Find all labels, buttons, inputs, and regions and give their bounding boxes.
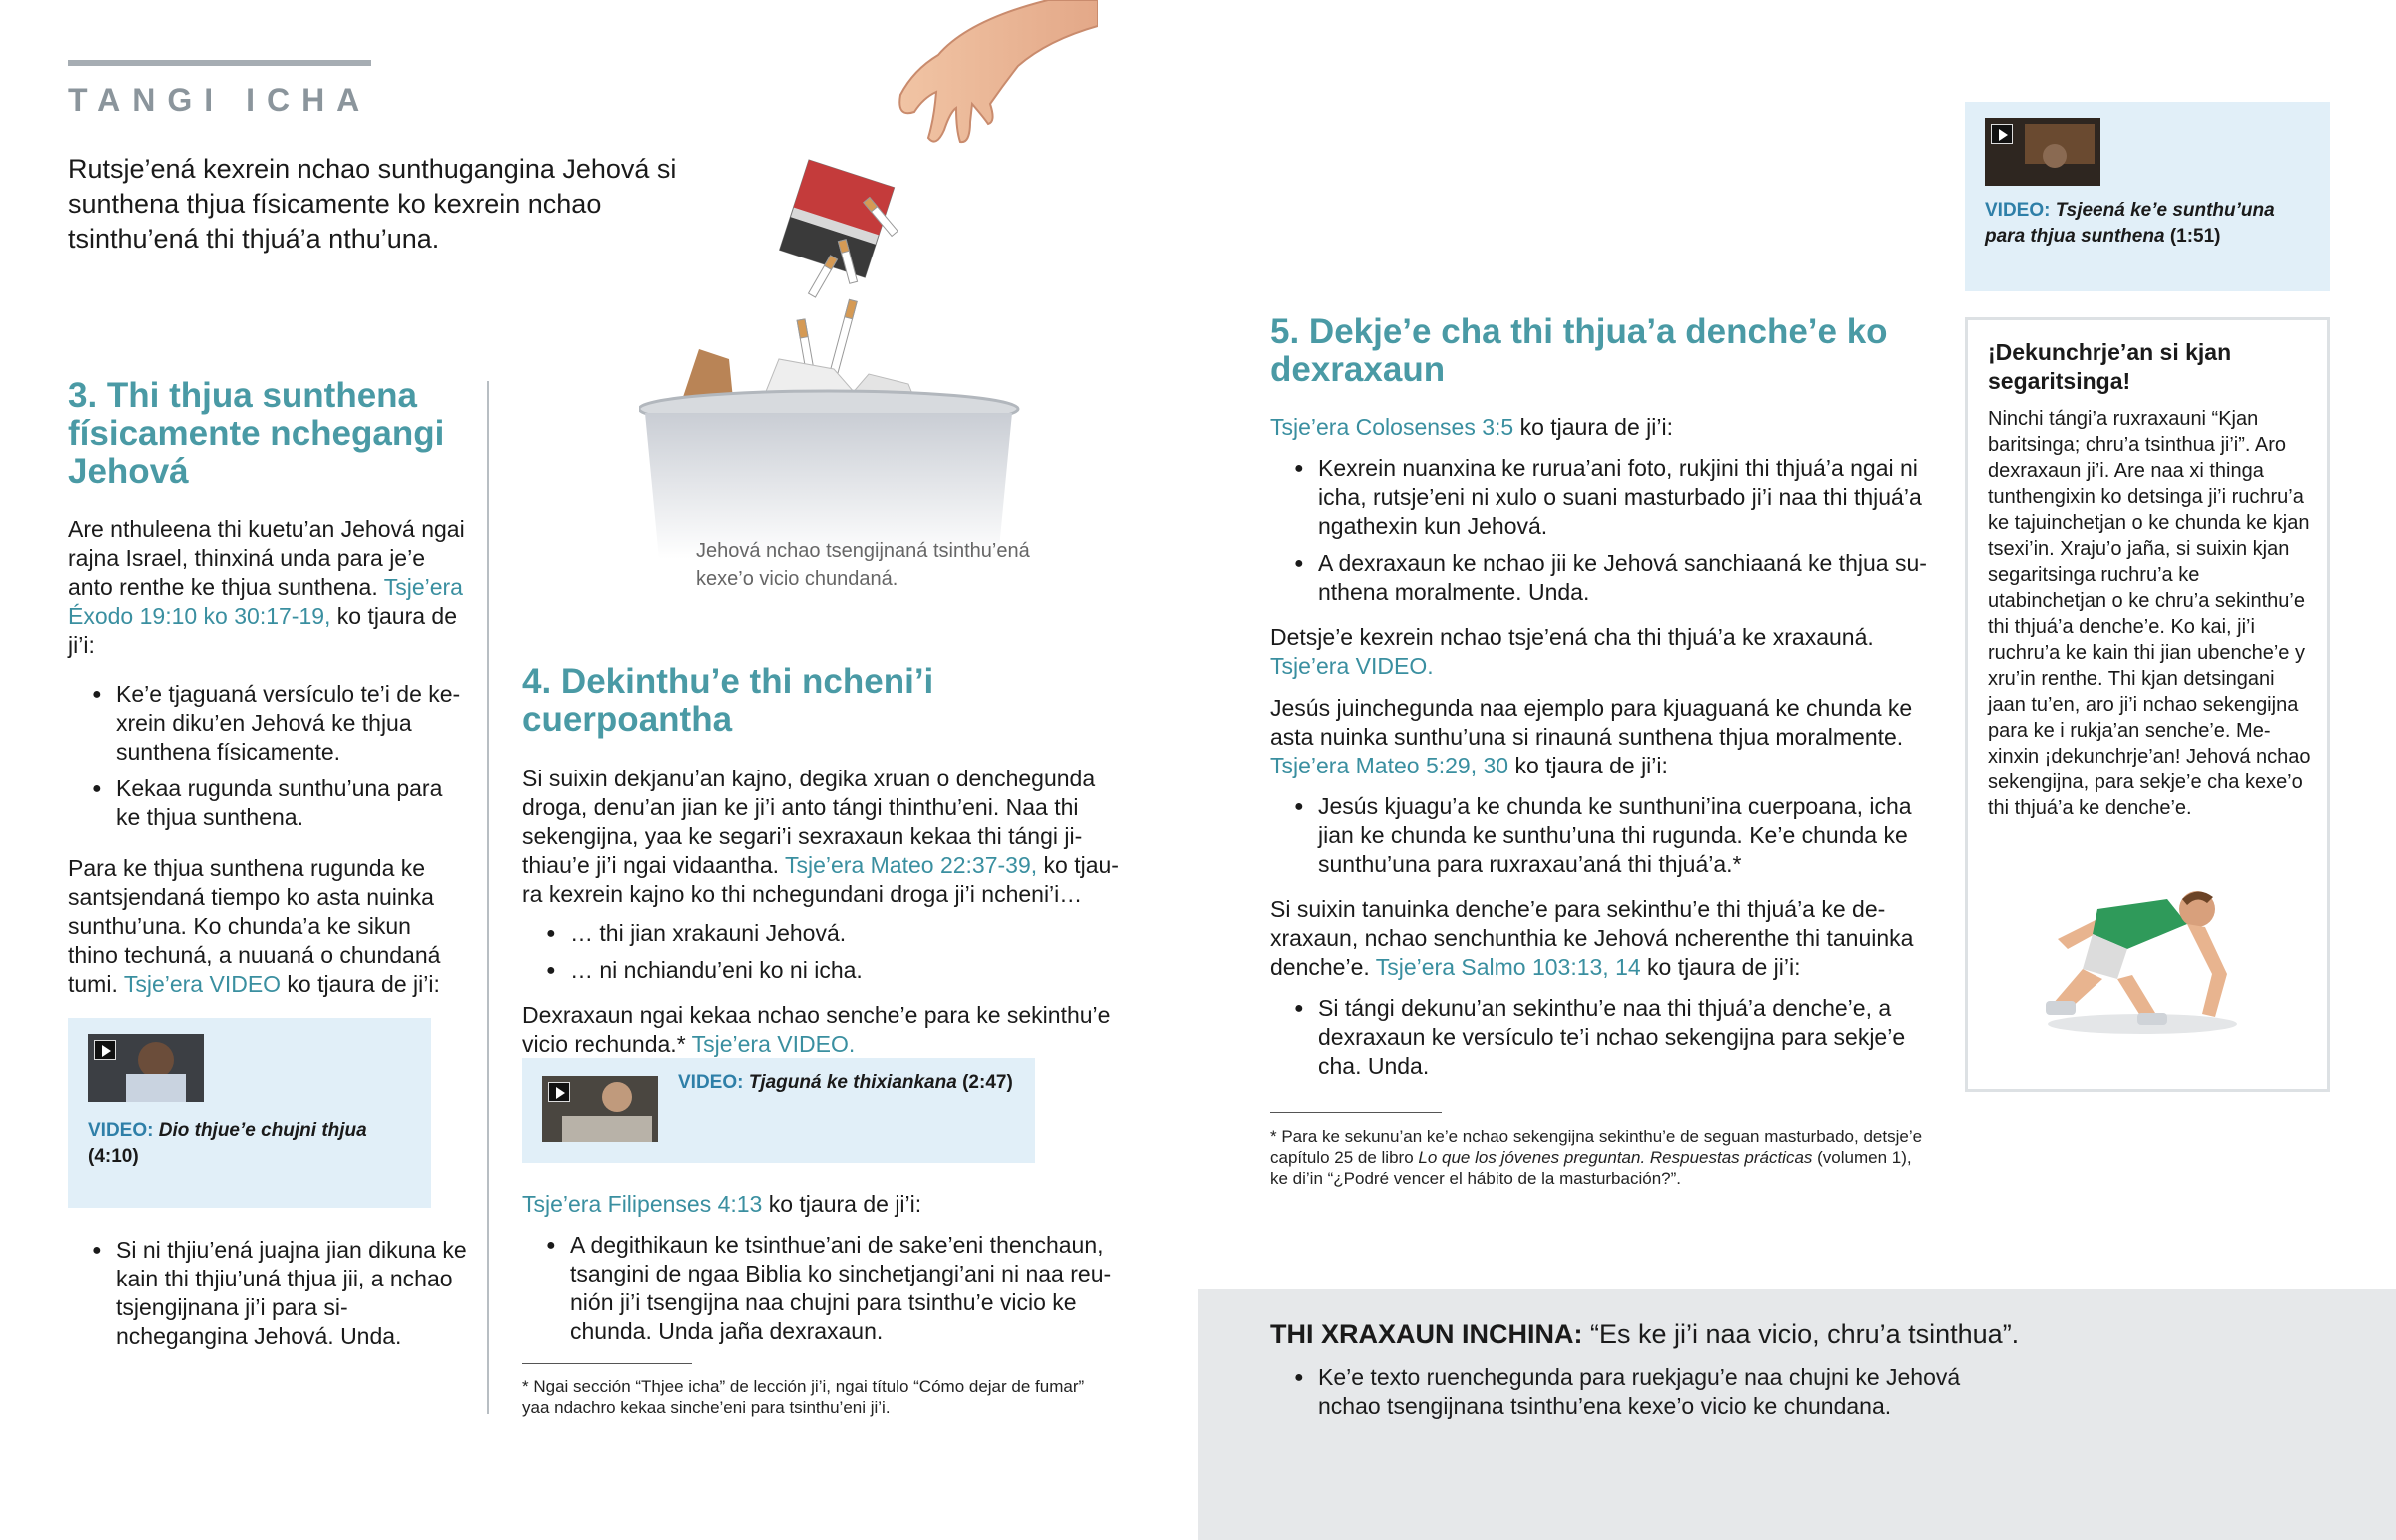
video-label: VIDEO: Tjaguná ke thixiankana (2:47)	[678, 1072, 1013, 1093]
section-5-paragraph-1: Tsje’era Colosenses 3:5 ko tjaura de ji’i:	[1270, 414, 1673, 440]
video-link[interactable]: Tsje’era VIDEO.	[691, 1031, 856, 1057]
list-item: ● … ni nchiandu’eni ko ni icha.	[522, 956, 1121, 985]
video-thumbnail[interactable]	[88, 1034, 204, 1102]
footnote-rule	[1270, 1112, 1442, 1113]
person-figure	[602, 1082, 632, 1112]
video-box-tjaguna[interactable]	[522, 1058, 1035, 1163]
table-shape	[562, 1116, 652, 1142]
summary-heading: THI XRAXAUN INCHINA: “Es ke ji’i naa vicio, chru’a tsinthua”.	[1270, 1319, 2020, 1349]
section-3-paragraph-1: Are nthuleena thi kuetu’an Jehová ngai rajna Israel, thinxiná unda para je’e anto renthe ke thjua sunthena. Tsje’era Éxodo 19:10 ko 30:17-19, ko tjaura de ji’i:	[68, 516, 465, 658]
section-5-questions	[1270, 454, 1929, 607]
list-item: ● Ke’e tjaguaná versículo te’i de kexrein diku’en Jehová ke thjua sunthena físicamente.	[68, 680, 467, 767]
list-item: ● Kekaa rugunda sunthu’una para ke thjua sunthena.	[68, 774, 467, 832]
video-label: VIDEO: Dio thjue’e chujni thjua (4:10)	[88, 1120, 367, 1167]
section-5-paragraph-4: Si suixin tanuinka denche’e para sekinthu’e thi thjuá’a ke dexraxaun, nchao senchunthia ke Jehová ncherenthe thi tanuinka denche’e. Tsje’era Salmo 103:13, 14 ko tjaura de ji’i:	[1270, 896, 1914, 980]
video-label: VIDEO: Tsjeená ke’e sunthu’una para thjua sunthena (1:51)	[1985, 200, 2275, 247]
shirt-shape	[126, 1074, 186, 1102]
section-5	[1270, 313, 1929, 1089]
video-link[interactable]: Tsje’era VIDEO	[123, 971, 282, 997]
section-4-paragraph-2: Dexraxaun ngai kekaa nchao senche’e para ke sekinthu’e vicio rechunda.* Tsje’era VIDEO.	[522, 1002, 1111, 1057]
scripture-link-colosenses[interactable]: Tsje’era Colosenses 3:5	[1270, 414, 1514, 440]
encouragement-sidebar	[1965, 317, 2330, 1092]
scripture-link-filipenses[interactable]: Tsje’era Filipenses 4:13	[522, 1191, 763, 1217]
cigarettes-trash-illustration	[639, 0, 1098, 559]
section-3-questions-2	[68, 1236, 467, 1359]
section-4-questions	[522, 919, 1121, 985]
video-box-dio-thjuee[interactable]	[68, 1018, 431, 1208]
column-divider	[487, 381, 489, 1414]
play-icon[interactable]	[1991, 124, 2013, 144]
section-3	[68, 377, 467, 999]
section-5-paragraph-2: Detsje’e kexrein nchao tsje’ená cha thi thjuá’a ke xraxauná. Tsje’era VIDEO.	[1270, 624, 1874, 679]
section-5-footnote: * Para ke sekunu’an ke’e nchao sekengijna sekinthu’e de seguan masturbado, detsje’e capítulo 25 de libro Lo que los jóvenes preguntan. Respuestas prácticas (volumen 1), ke di’in “¿Podré vencer el hábito de la masturbación?”.	[1270, 1127, 1923, 1188]
section-3-paragraph-2: Para ke thjua sunthena rugunda ke santsjendaná tiempo ko asta nuinka sunthu’una. Ko chunda’a ke sikun thino techuná, a nuuaná o chundaná tumi. Tsje’era VIDEO ko tjaura de ji’i:	[68, 855, 441, 997]
image-caption: Jehová nchao tsengijnaná tsinthu’ená kexe’o vicio chundaná.	[696, 540, 1030, 590]
intro-text: Rutsje’ená kexrein nchao sunthugangina Jehová si sunthena thjua físicamente ko kexrein nchao tsinthu’ená thi thjuá’a nthu’una.	[68, 154, 677, 254]
list-item: ● Ke’e texto ruenchegunda para ruekjagu’e naa chujni ke Jehová nchao tsengijnana tsinthu’ena kexe’o vicio ke chundana.	[1270, 1363, 1989, 1421]
sidebar-body: Ninchi tángi’a ruxraxauni “Kjan baritsinga; chru’a tsinthua ji’i”. Aro dexraxaun ji’i. Are naa xi thinga tunthengixin ko detsinga ji’i ruchru’a ke tajuinchetjan o ke chunda ke kjan tsexi’in. Xraju’o jaña, si suixin kjan segaritsinga ruchru’a ke utabinchetjan o ke chru’a sekinthu’e thi thjuá’a denche’e. Ko kai, ji’i ruchru’a ke kain thi jian ubenche’e y xru’in renthe. Thi kjan detsingani jaan tu’en, aro ji’i nchao sekengijna para ke i rukja’an senche’e. Mexinxin ¡dekunchrje’an! Jehová nchao sekengijna, para sekje’e cha kexe’o thi thjuá’a ke denche’e.	[1988, 408, 2311, 819]
summary-box	[1198, 1289, 2396, 1540]
list-item: ● A dexraxaun ke nchao jii ke Jehová sanchiaaná ke thjua sunthena moralmente. Unda.	[1270, 549, 1929, 607]
runner-getting-up-illustration	[2038, 879, 2247, 1039]
scripture-link-salmo[interactable]: Tsje’era Salmo 103:13, 14	[1375, 954, 1641, 980]
section-4-questions-2	[522, 1231, 1121, 1346]
scripture-link-mateo[interactable]: Tsje’era Mateo 22:37-39,	[784, 852, 1038, 878]
kicker-rule	[68, 60, 371, 66]
list-item: ● Si tángi dekunu’an sekinthu’e naa thi thjuá’a denche’e, a dexraxaun ke versículo te’i nchao sekengijna para sekje’e cha. Unda.	[1270, 994, 1929, 1081]
play-icon[interactable]	[548, 1082, 570, 1102]
play-icon[interactable]	[94, 1040, 116, 1060]
list-item: ● A degithikaun ke tsinthue’ani de sake’eni thenchaun, tsangini de ngaa Biblia ko sinchetjangi’ani ni naa reunión ji’i tsengijna naa chujni para tsinthu’e vicio ke chunda. Unda jaña dexraxaun.	[522, 1231, 1121, 1346]
section-5-heading: 5. Dekje’e cha thi thjua’a denche’e ko dexraxaun	[1270, 312, 1888, 389]
section-4-heading: 4. Dekinthu’e thi ncheni’i cuerpoantha	[522, 662, 934, 739]
summary-points	[1270, 1363, 1989, 1429]
section-3-heading: 3. Thi thjua sunthena físicamente nchegangi Jehová	[68, 376, 445, 491]
section-4-footnote: * Ngai sección “Thjee icha” de lección ji’i, ngai título “Cómo dejar de fumar” yaa ndachro kekaa sinche’eni para tsinthu’eni ji’i.	[522, 1377, 1085, 1417]
section-3-questions	[68, 680, 467, 832]
section-5-questions-2	[1270, 792, 1929, 879]
scripture-link-mateo-5[interactable]: Tsje’era Mateo 5:29, 30	[1270, 753, 1509, 778]
scripture-link-exodo[interactable]: Tsje’era Éxodo 19:10 ko 30:17-19,	[68, 574, 463, 629]
list-item: ● Jesús kjuagu’a ke chunda ke sunthuni’ina cuerpoana, icha jian ke chunda ke sunthu’una thi rugunda. Ke’e chunda ke sunthu’una para ruxraxau’aná thi thjuá’a.*	[1270, 792, 1929, 879]
footnote-rule	[522, 1363, 692, 1364]
section-5-paragraph-3: Jesús juinchegunda naa ejemplo para kjuaguaná ke chunda ke asta nuinka sunthu’una si rinauná sunthena thjua moralmente. Tsje’era Mateo 5:29, 30 ko tjaura de ji’i:	[1270, 695, 1913, 778]
list-item: ● Kexrein nuanxina ke rurua’ani foto, rukjini thi thjuá’a ngai ni icha, rutsje’eni ni xulo o suani masturbado ji’i naa thi thjuá’a ngathexin kun Jehová.	[1270, 454, 1929, 541]
section-kicker: TANGI ICHA	[68, 82, 372, 118]
section-5-questions-3	[1270, 994, 1929, 1081]
section-4	[522, 663, 1121, 1059]
video-box-tsjeena[interactable]	[1965, 102, 2330, 291]
person-figure	[138, 1042, 174, 1078]
list-item: ● … thi jian xrakauni Jehová.	[522, 919, 1121, 948]
section-4-part-2	[522, 1190, 1121, 1354]
sidebar-title: ¡Dekunchrje’an si kjan segaritsinga!	[1988, 339, 2232, 394]
list-item: ● Si ni thjiu’ená juajna jian dikuna ke kain thi thjiu’uná thjua jii, a nchao tsjengijnana ji’i para sinchegangina Jehová. Unda.	[68, 1236, 467, 1351]
video-thumbnail[interactable]	[1985, 118, 2100, 186]
video-thumbnail[interactable]	[542, 1076, 658, 1142]
video-link[interactable]: Tsje’era VIDEO.	[1270, 653, 1434, 679]
section-4-paragraph-3: Tsje’era Filipenses 4:13 ko tjaura de ji’i:	[522, 1191, 922, 1217]
section-4-paragraph-1: Si suixin dekjanu’an kajno, degika xruan o denchegunda droga, denu’an jian ke ji’i anto tángi thinthu’eni. Naa thi sekengijna, yaa ke segari’i sexraxaun kekaa thi tángi jithiau’e ji’i ngai vidaantha. Tsje’era Mateo 22:37-39, ko tjaura kexrein kajno ko thi nchegundani droga ji’i ncheni’i…	[522, 766, 1119, 907]
person-figure	[2043, 144, 2067, 168]
